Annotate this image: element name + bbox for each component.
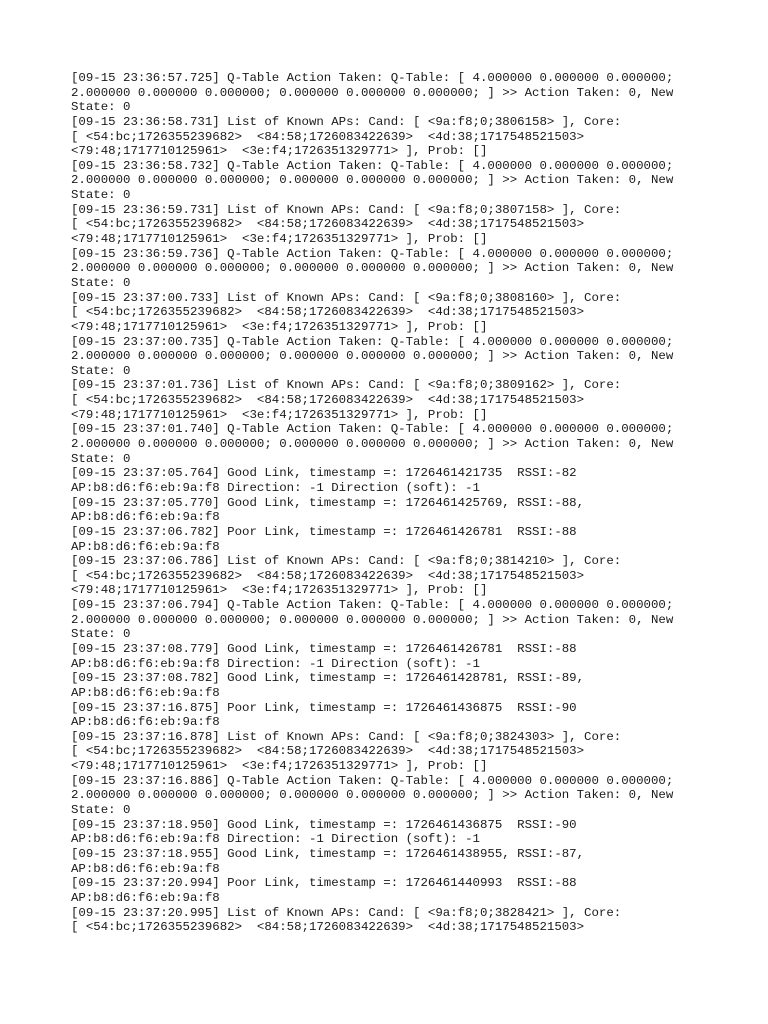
log-line: AP:b8:d6:f6:eb:9a:f8 Direction: -1 Direction (soft): -1 (71, 832, 480, 847)
log-line: <79:48;1717710125961> <3e:f4;1726351329771> ], Prob: [] (71, 232, 488, 247)
log-line: [09-15 23:37:06.786] List of Known APs: Cand: [ <9a:f8;0;3814210> ], Core: (71, 554, 622, 569)
log-line: [09-15 23:37:08.779] Good Link, timestamp =: 1726461426781 RSSI:-88 (71, 641, 577, 656)
log-line: [09-15 23:36:59.736] Q-Table Action Taken: Q-Table: [ 4.000000 0.000000 0.000000; (71, 246, 674, 261)
log-line: [09-15 23:37:20.994] Poor Link, timestamp =: 1726461440993 RSSI:-88 (71, 876, 577, 891)
log-line: 2.000000 0.000000 0.000000; 0.000000 0.000000 0.000000; ] >> Action Taken: 0, New (71, 261, 674, 276)
log-line: State: 0 (71, 363, 131, 378)
log-line: [ <54:bc;1726355239682> <84:58;1726083422639> <4d:38;1717548521503> (71, 217, 585, 232)
log-line: State: 0 (71, 451, 131, 466)
log-line: State: 0 (71, 188, 131, 203)
log-line: [09-15 23:37:00.733] List of Known APs: Cand: [ <9a:f8;0;3808160> ], Core: (71, 290, 622, 305)
log-line: AP:b8:d6:f6:eb:9a:f8 (71, 539, 220, 554)
log-line: [09-15 23:37:06.794] Q-Table Action Taken: Q-Table: [ 4.000000 0.000000 0.000000; (71, 598, 674, 613)
log-line: <79:48;1717710125961> <3e:f4;1726351329771> ], Prob: [] (71, 144, 488, 159)
log-line: State: 0 (71, 803, 131, 818)
log-line: [09-15 23:36:58.731] List of Known APs: Cand: [ <9a:f8;0;3806158> ], Core: (71, 114, 622, 129)
log-line: <79:48;1717710125961> <3e:f4;1726351329771> ], Prob: [] (71, 583, 488, 598)
log-line: 2.000000 0.000000 0.000000; 0.000000 0.000000 0.000000; ] >> Action Taken: 0, New (71, 349, 674, 364)
log-line: [09-15 23:37:05.764] Good Link, timestamp =: 1726461421735 RSSI:-82 (71, 466, 577, 481)
log-line: [09-15 23:36:58.732] Q-Table Action Taken: Q-Table: [ 4.000000 0.000000 0.000000; (71, 158, 674, 173)
log-line: State: 0 (71, 275, 131, 290)
log-line: 2.000000 0.000000 0.000000; 0.000000 0.000000 0.000000; ] >> Action Taken: 0, New (71, 437, 674, 452)
log-line: [ <54:bc;1726355239682> <84:58;1726083422639> <4d:38;1717548521503> (71, 305, 585, 320)
log-line: <79:48;1717710125961> <3e:f4;1726351329771> ], Prob: [] (71, 759, 488, 774)
log-line: [09-15 23:37:20.995] List of Known APs: Cand: [ <9a:f8;0;3828421> ], Core: (71, 905, 622, 920)
log-line: [ <54:bc;1726355239682> <84:58;1726083422639> <4d:38;1717548521503> (71, 568, 585, 583)
log-line: [09-15 23:36:57.725] Q-Table Action Taken: Q-Table: [ 4.000000 0.000000 0.000000; (71, 71, 674, 85)
log-line: 2.000000 0.000000 0.000000; 0.000000 0.000000 0.000000; ] >> Action Taken: 0, New (71, 788, 674, 803)
log-line: 2.000000 0.000000 0.000000; 0.000000 0.000000 0.000000; ] >> Action Taken: 0, New (71, 85, 674, 100)
log-line: State: 0 (71, 100, 131, 115)
log-line: [09-15 23:37:16.886] Q-Table Action Taken: Q-Table: [ 4.000000 0.000000 0.000000; (71, 773, 674, 788)
log-line: [09-15 23:37:00.735] Q-Table Action Taken: Q-Table: [ 4.000000 0.000000 0.000000; (71, 334, 674, 349)
log-line: AP:b8:d6:f6:eb:9a:f8 Direction: -1 Direction (soft): -1 (71, 656, 480, 671)
log-line: AP:b8:d6:f6:eb:9a:f8 Direction: -1 Direction (soft): -1 (71, 480, 480, 495)
log-line: [09-15 23:37:16.875] Poor Link, timestamp =: 1726461436875 RSSI:-90 (71, 700, 577, 715)
log-line: [09-15 23:37:18.955] Good Link, timestamp =: 1726461438955, RSSI:-87, (71, 846, 585, 861)
log-line: 2.000000 0.000000 0.000000; 0.000000 0.000000 0.000000; ] >> Action Taken: 0, New (71, 612, 674, 627)
log-line: AP:b8:d6:f6:eb:9a:f8 (71, 510, 220, 525)
log-line: [ <54:bc;1726355239682> <84:58;1726083422639> <4d:38;1717548521503> (71, 393, 585, 408)
log-line: [09-15 23:36:59.731] List of Known APs: Cand: [ <9a:f8;0;3807158> ], Core: (71, 202, 622, 217)
log-line: State: 0 (71, 627, 131, 642)
log-line: <79:48;1717710125961> <3e:f4;1726351329771> ], Prob: [] (71, 407, 488, 422)
log-line: [09-15 23:37:18.950] Good Link, timestamp =: 1726461436875 RSSI:-90 (71, 817, 577, 832)
log-line: [ <54:bc;1726355239682> <84:58;1726083422639> <4d:38;1717548521503> (71, 920, 585, 935)
log-line: [09-15 23:37:06.782] Poor Link, timestamp =: 1726461426781 RSSI:-88 (71, 524, 577, 539)
log-line: [09-15 23:37:01.736] List of Known APs: Cand: [ <9a:f8;0;3809162> ], Core: (71, 378, 622, 393)
log-line: AP:b8:d6:f6:eb:9a:f8 (71, 890, 220, 905)
log-line: <79:48;1717710125961> <3e:f4;1726351329771> ], Prob: [] (71, 319, 488, 334)
log-line: [09-15 23:37:05.770] Good Link, timestamp =: 1726461425769, RSSI:-88, (71, 495, 585, 510)
log-line: AP:b8:d6:f6:eb:9a:f8 (71, 715, 220, 730)
log-line: [09-15 23:37:16.878] List of Known APs: Cand: [ <9a:f8;0;3824303> ], Core: (71, 729, 622, 744)
log-line: AP:b8:d6:f6:eb:9a:f8 (71, 861, 220, 876)
log-line: [ <54:bc;1726355239682> <84:58;1726083422639> <4d:38;1717548521503> (71, 129, 585, 144)
log-line: [09-15 23:37:08.782] Good Link, timestamp =: 1726461428781, RSSI:-89, (71, 671, 585, 686)
log-line: [ <54:bc;1726355239682> <84:58;1726083422639> <4d:38;1717548521503> (71, 744, 585, 759)
log-text-block (71, 71, 701, 935)
log-line: 2.000000 0.000000 0.000000; 0.000000 0.000000 0.000000; ] >> Action Taken: 0, New (71, 173, 674, 188)
log-line: [09-15 23:37:01.740] Q-Table Action Taken: Q-Table: [ 4.000000 0.000000 0.000000; (71, 422, 674, 437)
log-line: AP:b8:d6:f6:eb:9a:f8 (71, 685, 220, 700)
